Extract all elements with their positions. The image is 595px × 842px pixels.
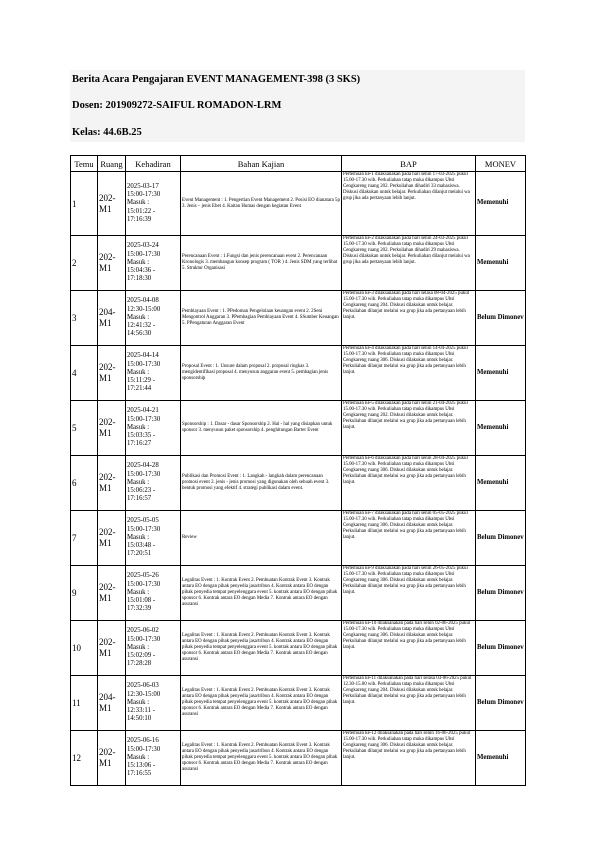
cell-bahan-kajian: Sponsorship : 1. Dasar - dasar Sponsorship 2. Hal - hal yang disiapkan untuk sponsor 3. menyusun paket sponsorship 4. penghitungan Barter Event [181,401,342,456]
cell-temu: 3 [71,291,98,346]
attendance-schedule: 12:30-15:00 [127,690,161,698]
column-header-bahan-kajian: Bahan Kajian [181,156,342,172]
table-row [71,731,526,786]
attendance-in-time: 15:13:06 - 17:16:55 [127,762,156,778]
attendance-schedule: 15:00-17:30 [127,470,161,478]
cell-bahan-kajian: Pembiayaan Event : 1. PPedoman Pengelolaan keuangan event 2. 2Seni Mengontrol Anggaran 3. PPembagian Pembiayaan Event 4. SSumber Keuangan 5. PPengaturan Anggaran Event [181,291,342,346]
attendance-in-time: 15:06:23 - 17:16:57 [127,487,156,503]
cell-ruang: 202-M1 [98,566,126,621]
table-row [71,566,526,621]
attendance-in-label: Masuk : [127,368,150,376]
cell-bahan-kajian: Proposal Event : 1. Unsure dalam proposal 2. proposal ringkas 3. mengidentifikasi proposal 4. menyusun anggaran event 5. pembagian jenis sponsorship [181,346,342,401]
attendance-in-time: 15:03:48 - 17:20:51 [127,542,156,558]
cell-ruang: 202-M1 [98,511,126,566]
cell-kehadiran [126,511,181,566]
cell-temu: 1 [71,172,98,236]
cell-ruang: 202-M1 [98,621,126,676]
table-row [71,511,526,566]
document-header [70,70,525,142]
column-header-temu: Temu [71,156,98,172]
cell-monev: Belum Dimonev [476,621,526,676]
cell-monev: Memenuhi [476,172,526,236]
attendance-in-time: 15:01:22 - 17:16:39 [127,207,156,223]
attendance-date: 2025-03-24 [127,242,159,250]
cell-bap: Pertemuan ke-1 dilaksanakan pada hari senin 17-03-2025 pukul 15.00-17.30 wib. Perkuliahan tatap muka dikampus Ubsi Cengkareng ruang 202. Perkuliahan dihadiri 33 mahasiswa. Diskusi dilakukan untuk belajar. Perkuliahan dilanjut melalui wa grup jika ada pertanyaan lebih lanjut. [342,172,476,236]
attendance-date: 2025-05-26 [127,572,159,580]
attendance-date: 2025-05-05 [127,517,159,525]
lecturer-line: Dosen: 201909272-SAIFUL ROMADON-LRM [72,100,282,111]
table-row [71,291,526,346]
cell-kehadiran [126,346,181,401]
attendance-schedule: 15:00-17:30 [127,580,161,588]
cell-bap: Pertemuan ke-6 dilaksanakan pada hari senin 28-04-2025 pukul 15.00-17.30 wib. Perkuliahan tatap muka dikampus Ubsi Cengkareng ruang 306. Diskusi dilakukan untuk belajar. Perkuliahan dilanjut melalui wa grup jika ada pertanyaan lebih lanjut. [342,456,476,511]
table-row [71,346,526,401]
cell-monev: Memenuhi [476,456,526,511]
table-row [71,621,526,676]
cell-bahan-kajian: Legalitas Event : 1. Kontrak Event 2. Pembuatan Kontrak Event 3. Kontrak antara EO dengan pihak penyedia jasa/tribun 4. Kontrak antara EO dengan pihak penyedia tempat penyelenggara event 5. kontrak antara EO dengan pihak sponsor 6. Kontrak antara EO dengan Media 7. Kontrak antara EO dengan asuransi [181,676,342,731]
attendance-schedule: 15:00-17:30 [127,745,161,753]
cell-bahan-kajian: Legalitas Event : 1. Kontrak Event 2. Pembuatan Kontrak Event 3. Kontrak antara EO dengan pihak penyedia jasa/tribun 4. Kontrak antara EO dengan pihak penyedia tempat penyelenggara event 5. kontrak antara EO dengan pihak sponsor 6. Kontrak antara EO dengan Media 7. Kontrak antara EO dengan asuransi [181,566,342,621]
cell-bap: Pertemuan ke-2 dilaksanakan pada hari senin 24-03-2025 pukul 15.00-17.30 wib. Perkuliahan tatap muka dikampus Ubsi Cengkareng ruang 202. Perkuliahan dihadiri 29 mahasiswa. Diskusi dilakukan untuk belajar. Perkuliahan dilanjut melalui wa grup jika ada pertanyaan lebih lanjut. [342,236,476,291]
attendance-in-label: Masuk : [127,533,150,541]
cell-kehadiran [126,236,181,291]
cell-monev: Memenuhi [476,346,526,401]
table-header-row [71,156,526,172]
cell-ruang: 202-M1 [98,172,126,236]
cell-bahan-kajian: Perencanaan Event : 1.Fungsi dan jenis perencanaan event 2. Perencanaan Kronologis 3. membangun konsep program ( TOR ) 4. Jenis SDM yang terlibat 5. Struktur Organisasi [181,236,342,291]
attendance-date: 2025-04-08 [127,297,159,305]
attendance-schedule: 15:00-17:30 [127,415,161,423]
attendance-date: 2025-06-02 [127,627,159,635]
cell-temu: 11 [71,676,98,731]
cell-kehadiran [126,291,181,346]
cell-temu: 2 [71,236,98,291]
column-header-kehadiran: Kehadiran [126,156,181,172]
attendance-in-label: Masuk : [127,423,150,431]
column-header-ruang: Ruang [98,156,126,172]
cell-bap: Pertemuan ke-10 dilaksanakan pada hari senin 02-06-2025 pukul 15.00-17.30 wib. Perkuliahan tatap muka dikampus Ubsi Cengkareng ruang 306. Diskusi dilakukan untuk belajar. Perkuliahan dilanjut melalui wa grup jika ada pertanyaan lebih lanjut. [342,621,476,676]
attendance-in-label: Masuk : [127,698,150,706]
cell-bahan-kajian: Publikasi dan Promosi Event : 1. Langkah - langkah dalam perencanaan promosi event 2. jenis - jenis promosi yang digunakan oleh sebuah event 3. bentuk promosi yang efektif 4. strategi publikasi dalam event. [181,456,342,511]
cell-bahan-kajian: Event Management : 1. Pengertian Event Management 2. Posisi EO dianatara 5p 3. Jenis – jenis Ebet 4. Kaitan Humas dengan kegiatan Event [181,172,342,236]
cell-ruang: 204-M1 [98,291,126,346]
attendance-in-time: 15:11:29 - 17:21:44 [127,377,155,393]
cell-bahan-kajian: Legalitas Event : 1. Kontrak Event 2. Pembuatan Kontrak Event 3. Kontrak antara EO dengan pihak penyedia jasa/tribun 4. Kontrak antara EO dengan pihak penyedia tempat penyelenggara event 5. kontrak antara EO dengan pihak sponsor 6. Kontrak antara EO dengan Media 7. Kontrak antara EO dengan asuransi [181,621,342,676]
attendance-date: 2025-04-14 [127,352,159,360]
attendance-in-time: 15:03:35 - 17:16:27 [127,432,156,448]
cell-monev: Memenuhi [476,731,526,786]
attendance-schedule: 12:30-15:00 [127,305,161,313]
attendance-date: 2025-04-28 [127,462,159,470]
cell-bap: Pertemuan ke-12 dilaksanakan pada hari senin 16-06-2025 pukul 15.00-17.30 wib. Perkuliahan tatap muka dikampus Ubsi Cengkareng ruang 306. Diskusi dilakukan untuk belajar. Perkuliahan dilanjut melalui wa grup jika ada pertanyaan lebih lanjut. [342,731,476,786]
cell-ruang: 202-M1 [98,346,126,401]
attendance-in-time: 12:33:11 - 14:50:10 [127,707,155,723]
cell-kehadiran [126,621,181,676]
cell-temu: 4 [71,346,98,401]
cell-temu: 12 [71,731,98,786]
cell-monev: Memenuhi [476,236,526,291]
attendance-in-label: Masuk : [127,753,150,761]
cell-ruang: 202-M1 [98,456,126,511]
cell-kehadiran [126,731,181,786]
attendance-in-time: 15:02:09 - 17:28:28 [127,652,156,668]
cell-monev: Belum Dimonev [476,566,526,621]
attendance-in-label: Masuk : [127,643,150,651]
attendance-in-label: Masuk : [127,478,150,486]
column-header-monev: MONEV [476,156,526,172]
cell-ruang: 202-M1 [98,236,126,291]
cell-bap: Pertemuan ke-9 dilaksanakan pada hari senin 26-05-2025 pukul 15.00-17.30 wib. Perkuliahan tatap muka dikampus Ubsi Cengkareng ruang 306. Diskusi dilakukan untuk belajar. Perkuliahan dilanjut melalui wa grup jika ada pertanyaan lebih lanjut. [342,566,476,621]
table-row [71,401,526,456]
cell-temu: 5 [71,401,98,456]
cell-monev: Belum Dimonev [476,676,526,731]
cell-ruang: 204-M1 [98,676,126,731]
table-row [71,676,526,731]
attendance-schedule: 15:00-17:30 [127,525,161,533]
attendance-in-label: Masuk : [127,588,150,596]
cell-monev: Belum Dimonev [476,511,526,566]
attendance-table [70,155,526,786]
cell-kehadiran [126,172,181,236]
cell-kehadiran [126,676,181,731]
cell-bahan-kajian: Review [181,511,342,566]
attendance-in-label: Masuk : [127,313,150,321]
table-row [71,456,526,511]
column-header-bap: BAP [342,156,476,172]
attendance-schedule: 15:00-17:30 [127,191,161,199]
attendance-schedule: 15:00-17:30 [127,360,161,368]
table-row [71,172,526,236]
cell-temu: 9 [71,566,98,621]
attendance-schedule: 15:00-17:30 [127,635,161,643]
cell-bap: Pertemuan ke-4 dilaksanakan pada hari senin 14-04-2025 pukul 15.00-17.30 wib. Perkuliahan tatap muka dikampus Ubsi Cengkareng ruang 306. Diskusi dilakukan untuk belajar. Perkuliahan dilanjut melalui wa grup jika ada pertanyaan lebih lanjut. [342,346,476,401]
cell-bap: Pertemuan ke-11 dilaksanakan pada hari selasa 03-06-2025 pukul 12.30-15.00 wib. Perkuliahan tatap muka dikampus Ubsi Cengkareng ruang 204. Diskusi dilakukan untuk belajar. Perkuliahan dilanjut melalui wa grup jika ada pertanyaan lebih lanjut. [342,676,476,731]
attendance-date: 2025-03-17 [127,182,159,190]
cell-bahan-kajian: Legalitas Event : 1. Kontrak Event 2. Pembuatan Kontrak Event 3. Kontrak antara EO dengan pihak penyedia jasa/tribun 4. Kontrak antara EO dengan pihak penyedia tempat penyelenggara event 5. kontrak antara EO dengan pihak sponsor 6. Kontrak antara EO dengan Media 7. Kontrak antara EO dengan asuransi [181,731,342,786]
cell-kehadiran [126,401,181,456]
attendance-date: 2025-06-03 [127,682,159,690]
attendance-date: 2025-04-21 [127,407,159,415]
cell-temu: 10 [71,621,98,676]
attendance-in-time: 12:41:32 - 14:56:30 [127,322,156,338]
table-row [71,236,526,291]
cell-monev: Memenuhi [476,401,526,456]
attendance-in-time: 15:01:08 - 17:32:39 [127,597,156,613]
cell-bap: Pertemuan ke-5 dilaksanakan pada hari senin 21-04-2025 pukul 15.00-17.30 wib. Perkuliahan tatap muka dikampus Ubsi Cengkareng ruang 202. Diskusi dilakukan untuk belajar. Perkuliahan dilanjut melalui wa grup jika ada pertanyaan lebih lanjut. [342,401,476,456]
cell-kehadiran [126,456,181,511]
attendance-in-label: Masuk : [127,258,150,266]
cell-monev: Belum Dimonev [476,291,526,346]
cell-bap: Pertemuan ke-7 dilaksanakan pada hari senin 05-05-2025 pukul 15.00-17.30 wib. Perkuliahan tatap muka dikampus Ubsi Cengkareng ruang 306. Diskusi dilakukan untuk belajar. Perkuliahan dilanjut melalui wa grup jika ada pertanyaan lebih lanjut. [342,511,476,566]
document-title: Berita Acara Pengajaran EVENT MANAGEMENT-398 (3 SKS) [72,74,361,85]
cell-ruang: 202-M1 [98,401,126,456]
cell-temu: 7 [71,511,98,566]
attendance-schedule: 15:00-17:30 [127,250,161,258]
cell-temu: 6 [71,456,98,511]
class-line: Kelas: 44.6B.25 [72,127,142,138]
attendance-in-time: 15:04:36 - 17:18:30 [127,267,156,283]
attendance-date: 2025-06-16 [127,737,159,745]
cell-kehadiran [126,566,181,621]
cell-ruang: 202-M1 [98,731,126,786]
cell-bap: Pertemuan ke-3 dilaksanakan pada hari selasa 08-04-2025 pukul 15.00-17.30 wib. Perkuliahan tatap muka dikampus Ubsi Cengkareng ruang 204. Diskusi dilakukan untuk belajar. Perkuliahan dilanjut melalui wa grup jika ada pertanyaan lebih lanjut. [342,291,476,346]
attendance-in-label: Masuk : [127,199,150,207]
